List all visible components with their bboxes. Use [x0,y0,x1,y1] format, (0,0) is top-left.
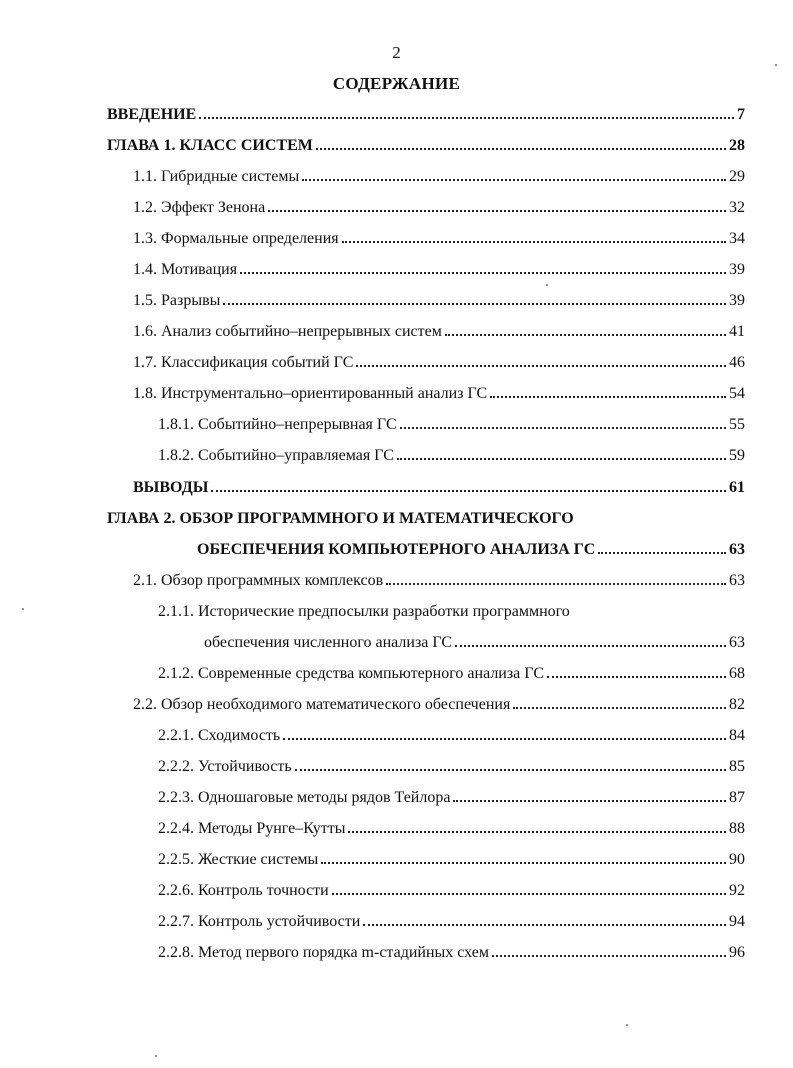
toc-entry: 1.2. Эффект Зенона 32 [133,199,745,216]
toc-entry: 2.1. Обзор программных комплексов 63 [133,572,745,589]
toc-entry: 2.2.2. Устойчивость 85 [158,758,745,775]
toc-entry: ГЛАВА 2. ОБЗОР ПРОГРАММНОГО И МАТЕМАТИЧЕСКОГО [107,510,574,527]
scan-speck [155,1055,157,1057]
toc-entry: 2.2.1. Сходимость 84 [158,727,745,744]
toc-entry: 2.2.3. Одношаговые методы рядов Тейлора 87 [158,789,745,806]
toc-entry: 1.7. Классификация событий ГС 46 [133,354,745,371]
toc-entry: 1.1. Гибридные системы 29 [133,168,745,185]
scan-speck [775,64,777,66]
toc-entry: 2.1.1. Исторические предпосылки разработки программного [158,603,570,620]
toc-entry: 1.3. Формальные определения 34 [133,230,745,247]
scan-speck [22,608,24,610]
toc-entry: 2.2. Обзор необходимого математического обеспечения 82 [133,696,745,713]
toc-entry: 1.5. Разрывы 39 [133,292,745,309]
toc-entry: 2.2.5. Жесткие системы 90 [158,851,745,868]
toc-entry: 1.8.2. Событийно–управляемая ГС 59 [158,447,745,464]
page-number: 2 [392,43,401,62]
toc-entry: 2.1.2. Современные средства компьютерного анализа ГС 68 [158,665,745,682]
toc-entry: 2.2.6. Контроль точности 92 [158,882,745,899]
toc-entry: ВЫВОДЫ 61 [133,479,745,496]
toc-entry: ГЛАВА 1. КЛАСС СИСТЕМ 28 [107,137,745,154]
scan-speck [546,284,548,286]
toc-entry: 2.2.7. Контроль устойчивости 94 [158,913,745,930]
scan-speck [626,1024,628,1026]
toc-entry: 1.8. Инструментально–ориентированный анализ ГС 54 [133,385,745,402]
toc-entry: 2.2.8. Метод первого порядка m-стадийных схем 96 [158,944,745,961]
toc-entry: 2.2.4. Методы Рунге–Кутты 88 [158,820,745,837]
toc-entry: обеспечения численного анализа ГС 63 [204,634,745,651]
toc-entry: ВВЕДЕНИЕ 7 [107,106,745,123]
toc-entry: 1.6. Анализ событийно–непрерывных систем 41 [133,323,745,340]
toc-entry: ОБЕСПЕЧЕНИЯ КОМПЬЮТЕРНОГО АНАЛИЗА ГС 63 [197,541,745,558]
page-title: СОДЕРЖАНИЕ [332,74,461,93]
toc-entry: 1.8.1. Событийно–непрерывная ГС 55 [158,416,745,433]
toc-entry: 1.4. Мотивация 39 [133,261,745,278]
